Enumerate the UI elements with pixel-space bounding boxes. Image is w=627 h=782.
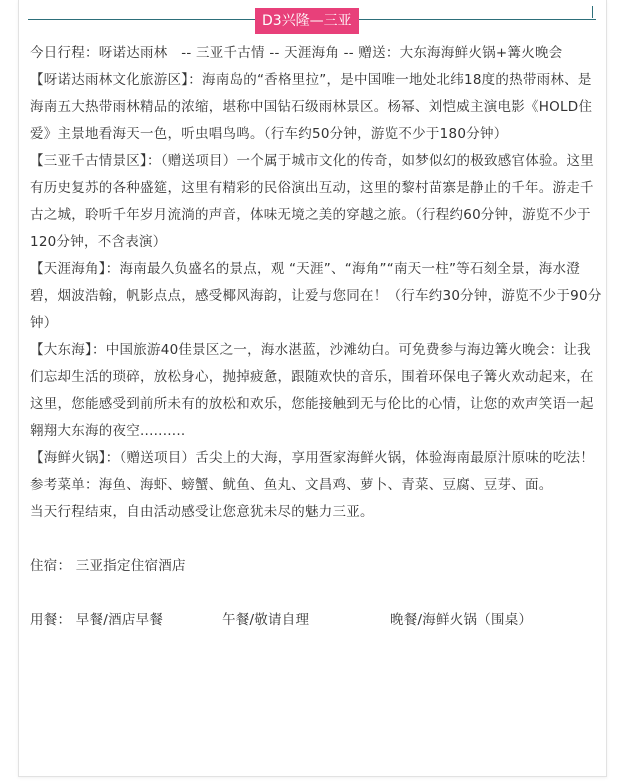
meal-lunch: 午餐/敬请自理 (222, 612, 310, 628)
spot-dadonghai: 【大东海】：中国旅游40佳景区之一，海水湛蓝，沙滩幼白。可免费参与海边篝火晚会：让我们忘却生活的琐碎，放松身心，抛掉疲惫，跟随欢快的音乐，围着环保电子篝火欢动起来，在这里，您能感受到前所未有的放松和欢乐，您能接触到无与伦比的心情，让您的欢声笑语一起翱翔大东海的夜空.......... (30, 342, 594, 439)
spot-seafood-hotpot: 【海鲜火锅】：（赠送项目）舌尖上的大海，享用疍家海鲜火锅，体验海南最原汁原味的吃法！ 参考菜单：海鱼、海虾、螃蟹、鱿鱼、鱼丸、文昌鸡、萝卜、青菜、豆腐、豆芽、面。 (30, 450, 608, 493)
spot-sanya-romance: 【三亚千古情景区】：（赠送项目）一个属于城市文化的传奇，如梦似幻的极致感官体验。这里有历史复苏的各种盛筵，这里有精彩的民俗演出互动，这里的黎村苗寨是静止的千年。游走千古之城，聆听千年岁月流淌的声音，体味无境之美的穿越之旅。（行程约60分钟，游览不少于120分钟，不含表演） (30, 153, 594, 250)
spot-yanoda: 【呀诺达雨林文化旅游区】：海南岛的“香格里拉”，是中国唯一地处北纬18度的热带雨林、是海南五大热带雨林精品的浓缩，堪称中国钻石级雨林景区。杨幂、刘恺威主演电影《HOLD住爱》主景地看海天一色，听虫唱鸟鸣。（行车约50分钟，游览不少于180分钟） (30, 72, 593, 142)
itinerary-summary: 今日行程：呀诺达雨林 -- 三亚千古情 -- 天涯海角 -- 赠送：大东海海鲜火锅+篝火晚会 (30, 45, 563, 61)
spacer (30, 580, 604, 607)
meals-row (30, 607, 604, 634)
day-title-badge: D3兴隆—三亚 (255, 8, 359, 34)
meal-breakfast: 用餐： 早餐/酒店早餐 (30, 612, 164, 628)
header-rule-tick (592, 6, 593, 18)
meal-dinner: 晚餐/海鲜火锅（围桌） (390, 612, 533, 628)
day-ending: 当天行程结束，自由活动感受让您意犹未尽的魅力三亚。 (30, 504, 374, 520)
accommodation: 住宿： 三亚指定住宿酒店 (30, 558, 186, 574)
spot-tianya-haijiao: 【天涯海角】：海南最久负盛名的景点，观 “天涯”、“海角”“南天一柱”等石刻全景，海水澄碧，烟波浩翰，帆影点点，感受椰风海韵，让爱与您同在！（行车约30分钟，游览不少于90分钟） (30, 261, 602, 331)
itinerary-content (30, 40, 608, 634)
spacer (30, 526, 604, 553)
